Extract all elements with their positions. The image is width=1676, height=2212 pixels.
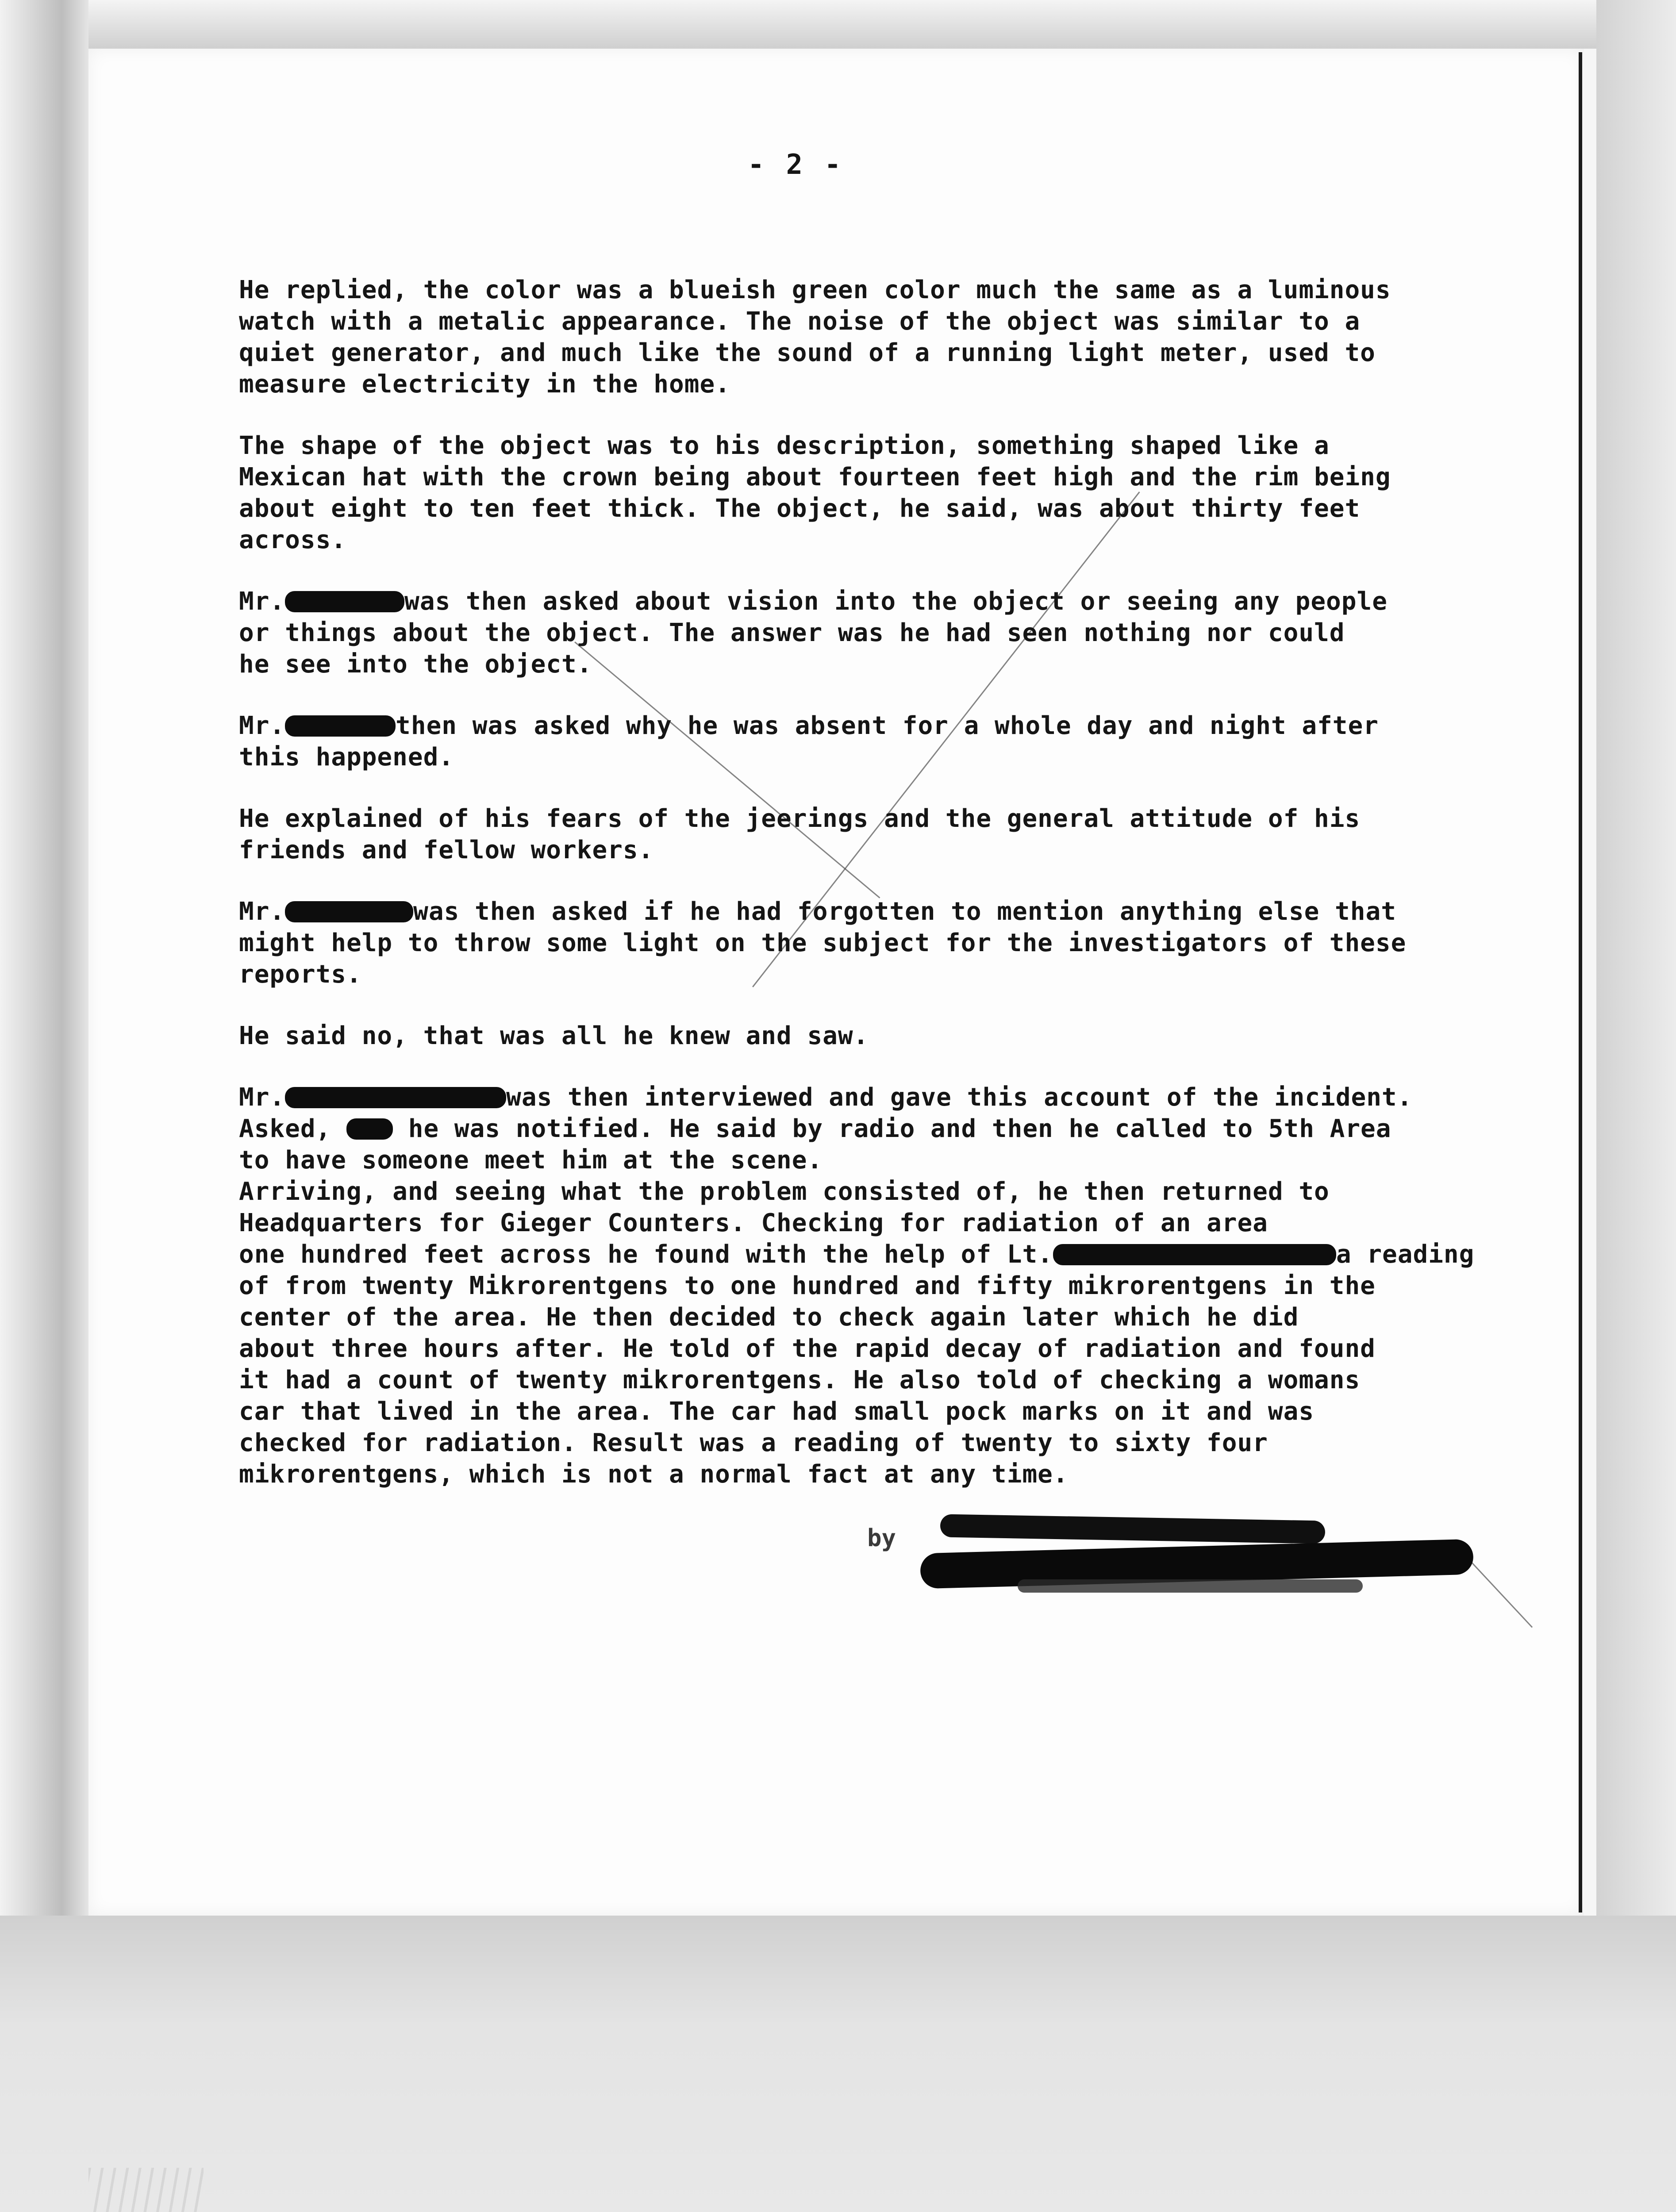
signature-block [867, 1515, 1509, 1630]
text-line: car that lived in the area. The car had small pock marks on it and was [239, 1397, 1315, 1426]
text-line: he see into the object. [239, 650, 592, 679]
text-fragment: Mr. [239, 1083, 285, 1112]
text-line [239, 1113, 1456, 1144]
text-fragment: Mr. [239, 587, 285, 616]
paragraph-fears-explanation [239, 803, 1456, 866]
text-fragment: a reading [1336, 1240, 1475, 1269]
paragraph-shape-description [239, 430, 1456, 556]
text-line: He explained of his fears of the jeerings and the general attitude of his [239, 804, 1361, 833]
text-line: center of the area. He then decided to check again later which he did [239, 1303, 1299, 1332]
scan-handwritten-marks [88, 2168, 204, 2212]
redaction-bar [1053, 1244, 1336, 1265]
text-line: Headquarters for Gieger Counters. Checking for radiation of an area [239, 1209, 1268, 1237]
text-line [239, 1239, 1475, 1270]
text-fragment: Mr. [239, 897, 285, 926]
text-line [239, 710, 1456, 741]
document-body [239, 274, 1475, 1490]
paragraph-forgotten-question [239, 896, 1456, 990]
text-fragment: was then asked if he had forgotten to mention anything else that [413, 897, 1396, 926]
text-fragment: Mr. [239, 711, 285, 740]
text-fragment: was then asked about vision into the object or seeing any people [404, 587, 1388, 616]
text-line: mikrorentgens, which is not a normal fact at any time. [239, 1460, 1069, 1489]
page-number: - 2 - [748, 148, 844, 180]
text-line: quiet generator, and much like the sound of a running light meter, used to [239, 338, 1376, 367]
text-line: He said no, that was all he knew and saw. [239, 1022, 869, 1050]
text-line: of from twenty Mikrorentgens to one hundred and fifty mikrorentgens in the [239, 1271, 1376, 1300]
text-line: it had a count of twenty mikrorentgens. He also told of checking a womans [239, 1366, 1361, 1394]
text-line: across. [239, 526, 347, 554]
text-line: reports. [239, 960, 362, 989]
paragraph-interview-account [239, 1082, 1475, 1490]
scan-border-right [1596, 0, 1676, 2212]
page-edge-line [1579, 52, 1582, 1912]
signature-redaction [1018, 1579, 1363, 1593]
paragraph-color-description [239, 274, 1456, 400]
text-line: Arriving, and seeing what the problem consisted of, he then returned to [239, 1177, 1330, 1206]
text-line: The shape of the object was to his description, something shaped like a [239, 431, 1330, 460]
text-line: might help to throw some light on the subject for the investigators of these [239, 929, 1407, 957]
text-line [239, 586, 1456, 617]
redaction-bar [285, 1087, 506, 1108]
signature-redaction [940, 1514, 1326, 1544]
text-fragment: Asked, [239, 1114, 331, 1143]
text-line: to have someone meet him at the scene. [239, 1146, 823, 1175]
paragraph-absence-question [239, 710, 1456, 773]
text-line: checked for radiation. Result was a reading of twenty to sixty four [239, 1429, 1268, 1457]
text-fragment: then was asked why he was absent for a whole day and night after [396, 711, 1379, 740]
text-line: friends and fellow workers. [239, 836, 654, 864]
text-line [239, 896, 1456, 927]
text-line: about eight to ten feet thick. The object, he said, was about thirty feet [239, 494, 1361, 523]
redaction-bar [346, 1118, 393, 1140]
scan-film-margin [0, 1916, 1676, 2212]
text-line: He replied, the color was a blueish green color much the same as a luminous [239, 276, 1391, 304]
redaction-bar [285, 901, 413, 922]
paragraph-answer [239, 1020, 1456, 1052]
scan-border-left [0, 0, 88, 2212]
text-line: watch with a metalic appearance. The noise of the object was similar to a [239, 307, 1361, 336]
text-fragment: he was notified. He said by radio and then he called to 5th Area [408, 1114, 1392, 1143]
signature-by-label: by [867, 1524, 896, 1552]
text-line: Mexican hat with the crown being about fourteen feet high and the rim being [239, 463, 1391, 492]
text-fragment: was then interviewed and gave this account of the incident. [506, 1083, 1413, 1112]
text-line [239, 1082, 1456, 1113]
text-line: this happened. [239, 743, 454, 772]
text-line: about three hours after. He told of the rapid decay of radiation and found [239, 1334, 1376, 1363]
text-line: or things about the object. The answer was he had seen nothing nor could [239, 618, 1345, 647]
text-line: measure electricity in the home. [239, 370, 730, 399]
redaction-bar [285, 591, 404, 612]
scan-border-top [0, 0, 1676, 49]
paragraph-vision-question [239, 586, 1456, 680]
text-fragment: one hundred feet across he found with the help of Lt. [239, 1240, 1053, 1269]
redaction-bar [285, 715, 396, 737]
